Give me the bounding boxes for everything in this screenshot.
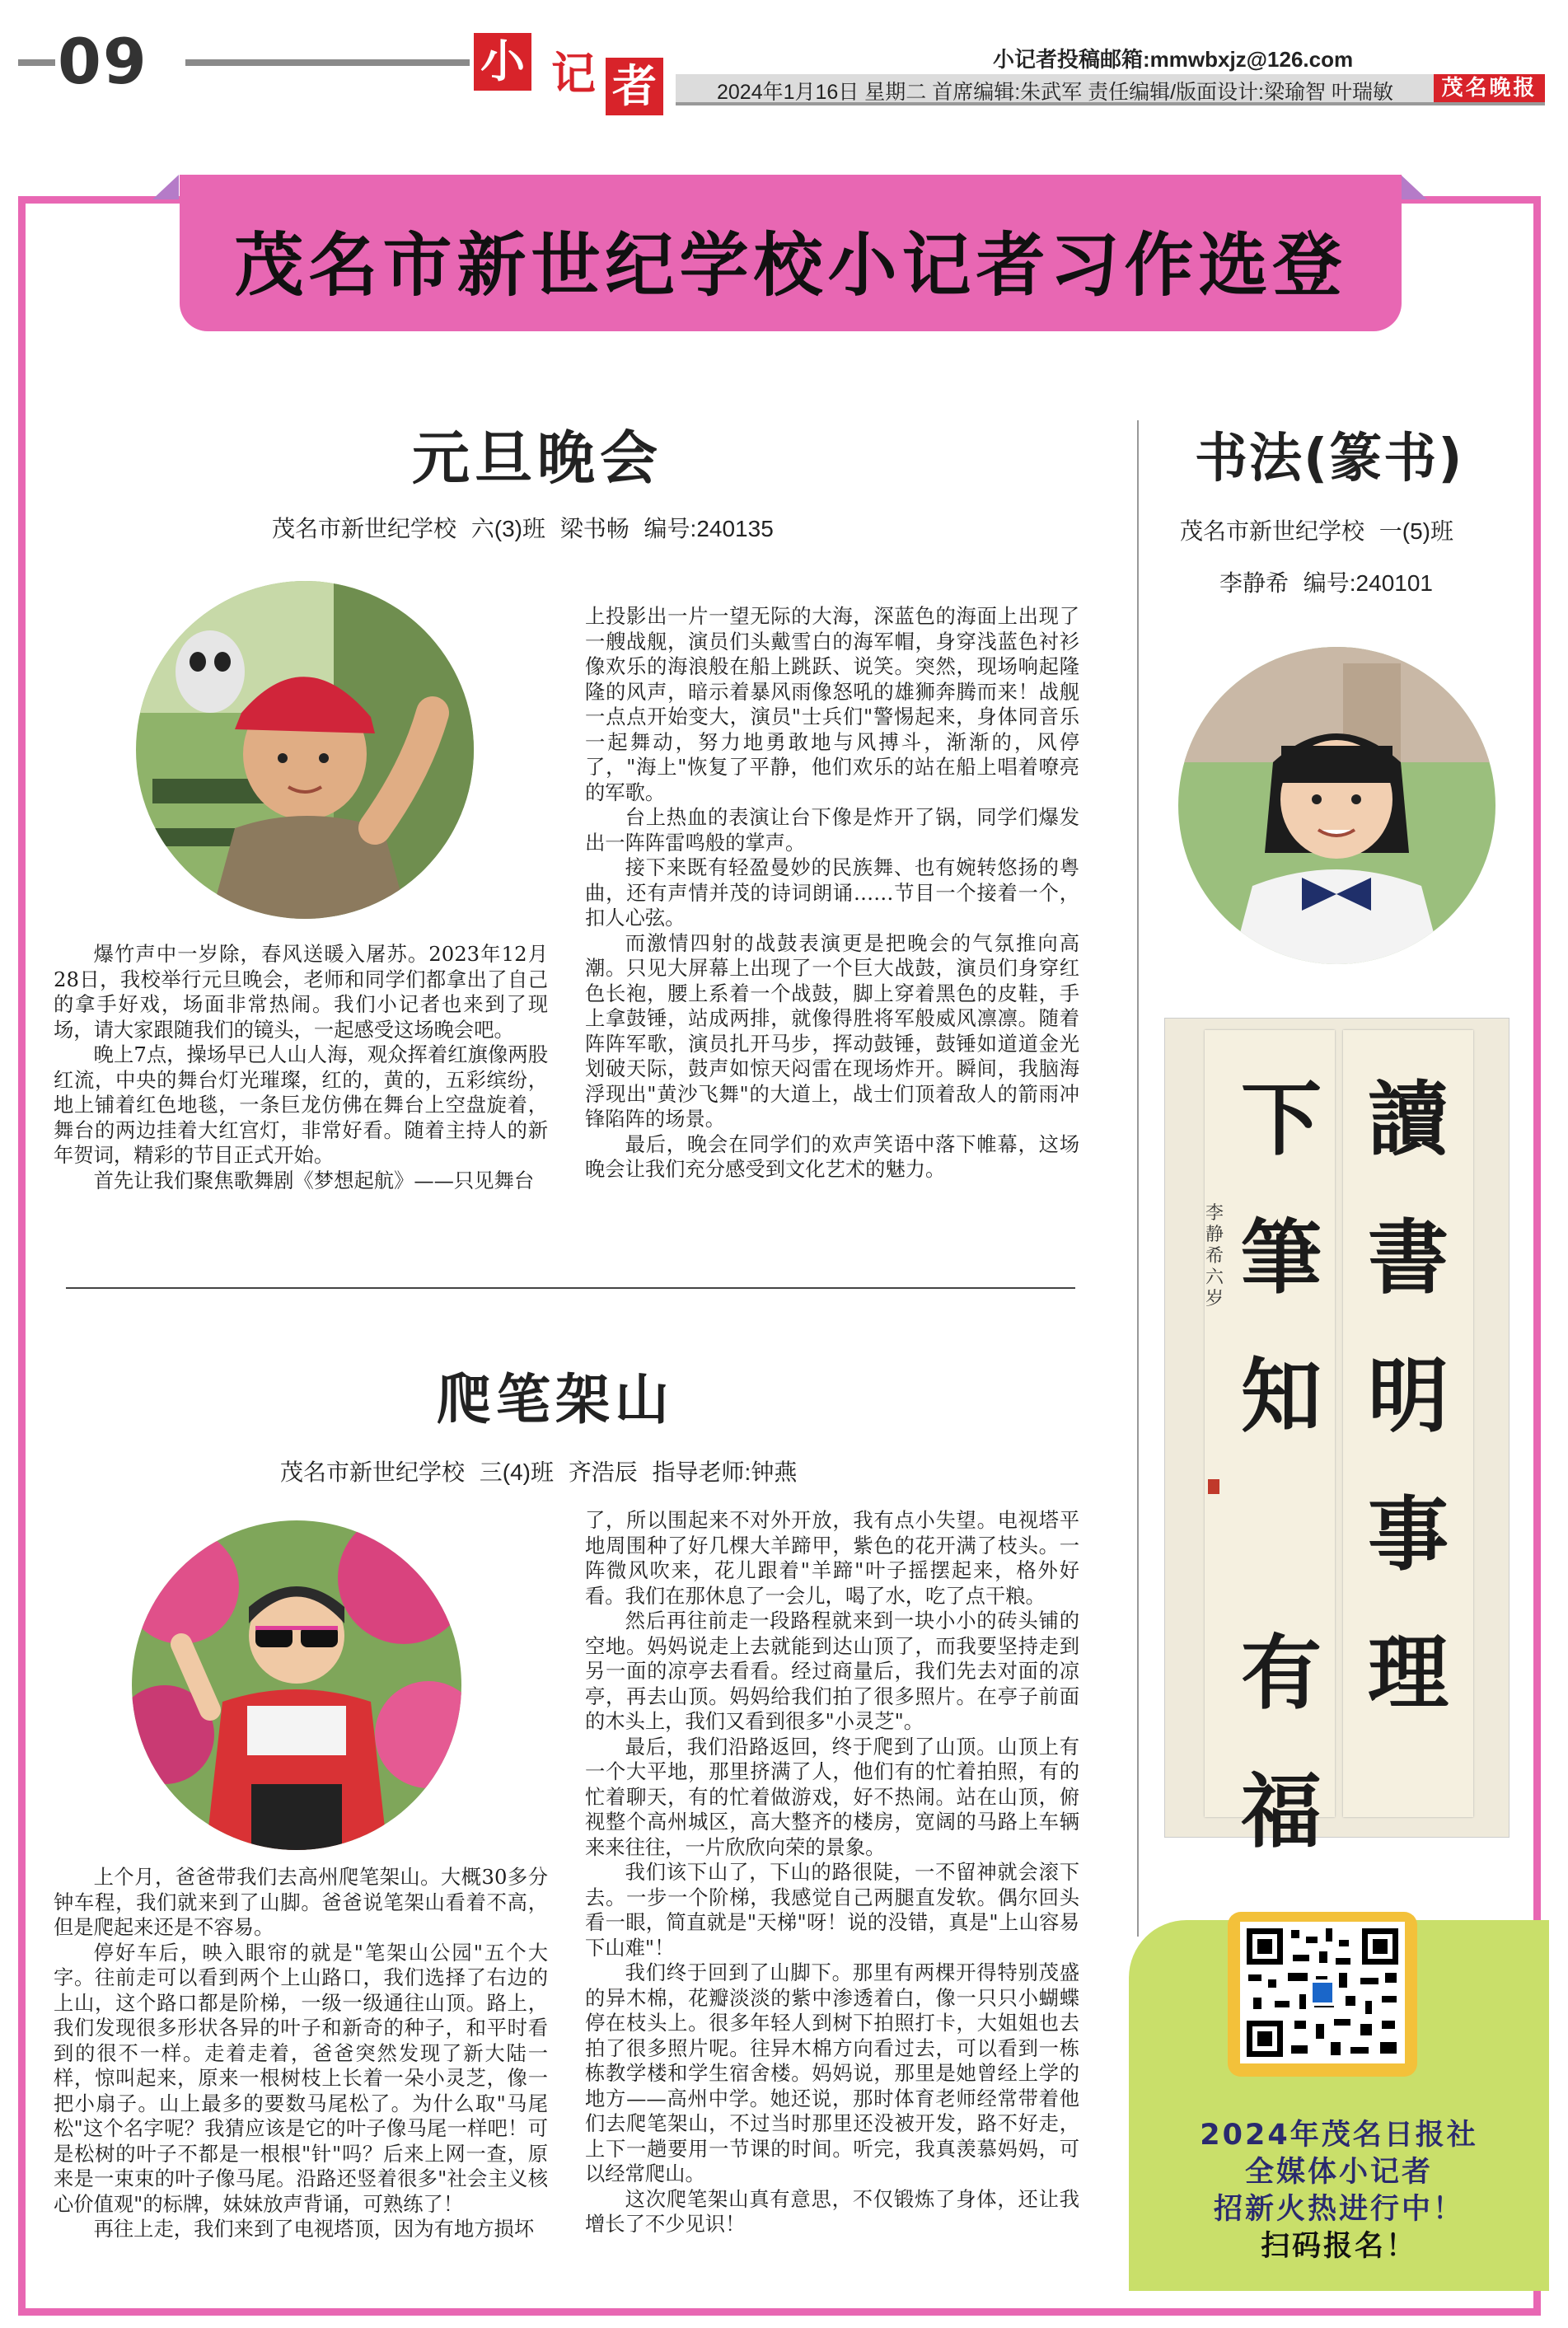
article2-author-photo bbox=[132, 1520, 461, 1850]
column-char-2: 记 bbox=[544, 45, 603, 103]
calligraphy-inscription: 李静希 六岁 bbox=[1205, 1203, 1224, 1309]
article2-byline: 茂名市新世纪学校 三(4)班 齐浩辰 指导老师:钟燕 bbox=[280, 1459, 798, 1485]
header-rule-left bbox=[18, 59, 55, 66]
article1-paragraph: 接下来既有轻盈曼妙的民族舞、也有婉转悠扬的粤曲，还有声情并茂的诗词朗诵……节目一个接着一个，扣人心弦。 bbox=[585, 855, 1079, 930]
promo-line-2: 全媒体小记者 bbox=[1244, 2156, 1433, 2189]
article2-paragraph: 我们终于回到了山脚下。那里有两棵开得特别茂盛的异木棉，花瓣淡淡的紫中渗透着白，像一只只小蝴蝶停在枝头上。很多年轻人到树下拍照打卡，大姐姐也去拍了很多照片呢。往异木棉方向看过去，可以看到一栋栋教学楼和学生宿舍楼。妈妈说，那里是她曾经上学的地方——高州中学。她还说，那时体育老师经常带着他们去爬笔架山，不过当时那里还没被开发，路不好走，上下一趟要用一节课的时间。听完，我真羡慕妈妈，可以经常爬山。 bbox=[585, 1960, 1079, 2185]
article1-byline: 茂名市新世纪学校 六(3)班 梁书畅 编号:240135 bbox=[272, 516, 774, 541]
article2-paragraph: 我们该下山了，下山的路很陡，一不留神就会滚下去。一步一个阶梯，我感觉自己两腿直发软。偶尔回头看一眼，简直就是"天梯"呀！说的没错，真是"上山容易下山难"！ bbox=[585, 1860, 1079, 1960]
promo-line-3: 招新火热进行中！ bbox=[1213, 2193, 1464, 2226]
seal-char: 有 bbox=[1240, 1626, 1322, 1721]
promo-line-1: 2024年茂名日报社 bbox=[1200, 2119, 1478, 2152]
right-scroll-chars bbox=[1343, 1051, 1473, 1743]
article1-paragraph: 最后，晚会在同学们的欢声笑语中落下帷幕，这场晚会让我们充分感受到文化艺术的魅力。 bbox=[585, 1131, 1079, 1181]
article2-paragraph: 上个月，爸爸带我们去高州爬笔架山。大概30多分钟车程，我们就来到了山脚。爸爸说笔架山看着不高，但是爬起来还是不容易。 bbox=[54, 1865, 548, 1939]
header-info: 2024年1月16日 星期二 首席编辑:朱武军 责任编辑/版面设计:梁瑜智 叶瑞敏 bbox=[717, 81, 1393, 104]
article2-paragraph: 了，所以围起来不对外开放，我有点小失望。电视塔平地周围种了好几棵大羊蹄甲，紫色的花开满了枝头。一阵微风吹来，花儿跟着"羊蹄"叶子摇摆起来，格外好看。我们在那休息了一会儿，喝了水，吃了点干粮。 bbox=[585, 1508, 1079, 1608]
seal-char: 福 bbox=[1240, 1764, 1322, 1859]
page-number: 09 bbox=[58, 25, 148, 98]
article1-column-1 bbox=[54, 942, 548, 1193]
promo-line-4: 扫码报名！ bbox=[1260, 2230, 1417, 2263]
calligraphy-school: 茂名市新世纪学校 一(5)班 bbox=[1180, 518, 1454, 544]
seal-char: 理 bbox=[1367, 1626, 1449, 1721]
submission-email: 小记者投稿邮箱:mmwbxjz@126.com bbox=[993, 47, 1354, 72]
seal-char: 下 bbox=[1240, 1072, 1322, 1167]
article2-paragraph: 然后再往前走一段路程就来到一块小小的砖头铺的空地。妈妈说走上去就能到达山顶了，而我要坚持走到另一面的凉亭去看看。经过商量后，我们先去对面的凉亭，再去山顶。妈妈给我们拍了很多照片。在亭子前面的木头上，我们又看到很多"小灵芝"。 bbox=[585, 1609, 1079, 1733]
article1-column-2 bbox=[585, 604, 1079, 1183]
qr-code[interactable] bbox=[1240, 1922, 1405, 2063]
banner-fold-left bbox=[152, 175, 179, 199]
artist-seal bbox=[1208, 1479, 1219, 1494]
article1-paragraph: 爆竹声中一岁除，春风送暖入屠苏。2023年12月28日，我校举行元旦晚会，老师和同学们都拿出了自己的拿手好戏，场面非常热闹。我们小记者也来到了现场，请大家跟随我们的镜头，一起感受这场晚会吧。 bbox=[54, 942, 548, 1042]
header-rule-mid bbox=[185, 59, 470, 66]
article2-paragraph: 这次爬笔架山真有意思，不仅锻炼了身体，还让我增长了不少见识！ bbox=[585, 2186, 1079, 2236]
article2-column-1 bbox=[54, 1865, 548, 2242]
calligraphy-title: 书法(篆书) bbox=[1195, 429, 1464, 489]
calligraphy-author: 李静希 编号:240101 bbox=[1219, 570, 1433, 596]
seal-char: 知 bbox=[1240, 1349, 1322, 1444]
column-char-3: 者 bbox=[606, 58, 663, 115]
seal-char: 明 bbox=[1367, 1349, 1449, 1444]
newspaper-logo: 茂名晚报 bbox=[1434, 74, 1545, 102]
seal-char: 事 bbox=[1367, 1487, 1449, 1582]
article1-paragraph: 上投影出一片一望无际的大海，深蓝色的海面上出现了一艘战舰，演员们头戴雪白的海军帽，身穿浅蓝色衬衫像欢乐的海浪般在船上跳跃、说笑。突然，现场响起隆隆的风声，暗示着暴风雨像怒吼的雄狮奔腾而来！战舰一点点开始变大，演员"士兵们"警惕起来，身体同音乐一起舞动，努力地勇敢地与风搏斗，渐渐的，风停了，"海上"恢复了平静，他们欢乐的站在船上唱着嘹亮的军歌。 bbox=[585, 604, 1079, 804]
article2-paragraph: 停好车后，映入眼帘的就是"笔架山公园"五个大字。往前走可以看到两个上山路口，我们选择了右边的上山，这个路口都是阶梯，一级一级通往山顶。路上，我们发现很多形状各异的叶子和新奇的种子，和平时看到的很不一样。走着走着，爸爸突然发现了新大陆一样，惊叫起来，原来一根树枝上长着一朵小灵芝，像一把小扇子。山上最多的要数马尾松了。为什么取"马尾松"这个名字呢？我猜应该是它的叶子像马尾一样吧！可是松树的叶子不都是一根根"针"吗？后来上网一查，原来是一束束的叶子像马尾。沿路还竖着很多"社会主义核心价值观"的标牌，妹妹放声背诵，可熟练了！ bbox=[54, 1940, 548, 2216]
left-scroll-chars bbox=[1228, 1051, 1335, 1881]
article-divider bbox=[66, 1287, 1075, 1289]
seal-char: 書 bbox=[1367, 1211, 1449, 1305]
column-divider bbox=[1137, 420, 1139, 1937]
column-char-1: 小 bbox=[474, 33, 531, 91]
article2-title: 爬笔架山 bbox=[437, 1368, 674, 1431]
article2-paragraph: 最后，我们沿路返回，终于爬到了山顶。山顶上有一个大平地，那里挤满了人，他们有的忙着拍照，有的忙着聊天，有的忙着做游戏，好不热闹。站在山顶，俯视整个高州城区，高大整齐的楼房，宽阔的马路上车辆来来往往，一片欣欣向荣的景象。 bbox=[585, 1734, 1079, 1859]
article2-paragraph: 再往上走，我们来到了电视塔顶，因为有地方损坏 bbox=[93, 2217, 535, 2241]
article1-paragraph: 首先让我们聚焦歌舞剧《梦想起航》——只见舞台 bbox=[93, 1168, 535, 1192]
article1-title: 元旦晚会 bbox=[412, 424, 662, 492]
article1-paragraph: 晚上7点，操场早已人山人海，观众挥着红旗像两股红流，中央的舞台灯光璀璨，红的，黄的，五彩缤纷，地上铺着红色地毯，一条巨龙仿佛在舞台上空盘旋着，舞台的两边挂着大红宫灯，非常好看。随着主持人的新年贺词，精彩的节目正式开始。 bbox=[54, 1042, 548, 1167]
seal-char: 讀 bbox=[1367, 1072, 1449, 1167]
calligraphy-author-photo bbox=[1178, 647, 1495, 964]
seal-char: 筆 bbox=[1240, 1211, 1322, 1305]
banner-title: 茂名市新世纪学校小记者习作选登 bbox=[234, 225, 1347, 306]
article1-paragraph: 台上热血的表演让台下像是炸开了锅，同学们爆发出一阵阵雷鸣般的掌声。 bbox=[585, 805, 1079, 855]
article2-column-2 bbox=[585, 1508, 1079, 2237]
article1-author-photo bbox=[136, 581, 474, 919]
article1-paragraph: 而激情四射的战鼓表演更是把晚会的气氛推向高潮。只见大屏幕上出现了一个巨大战鼓，演员们身穿红色长袍，腰上系着一个战鼓，脚上穿着黑色的皮鞋，手上拿鼓锤，站成两排，就像得胜将军般威风凛凛。随着阵阵军歌，演员扎开马步，挥动鼓锤，鼓锤如道道金光划破天际，鼓声如惊天闷雷在现场炸开。瞬间，我脑海浮现出"黄沙飞舞"的大道上，战士们顶着敌人的箭雨冲锋陷阵的场景。 bbox=[585, 930, 1079, 1131]
banner-fold-right bbox=[1401, 175, 1427, 199]
